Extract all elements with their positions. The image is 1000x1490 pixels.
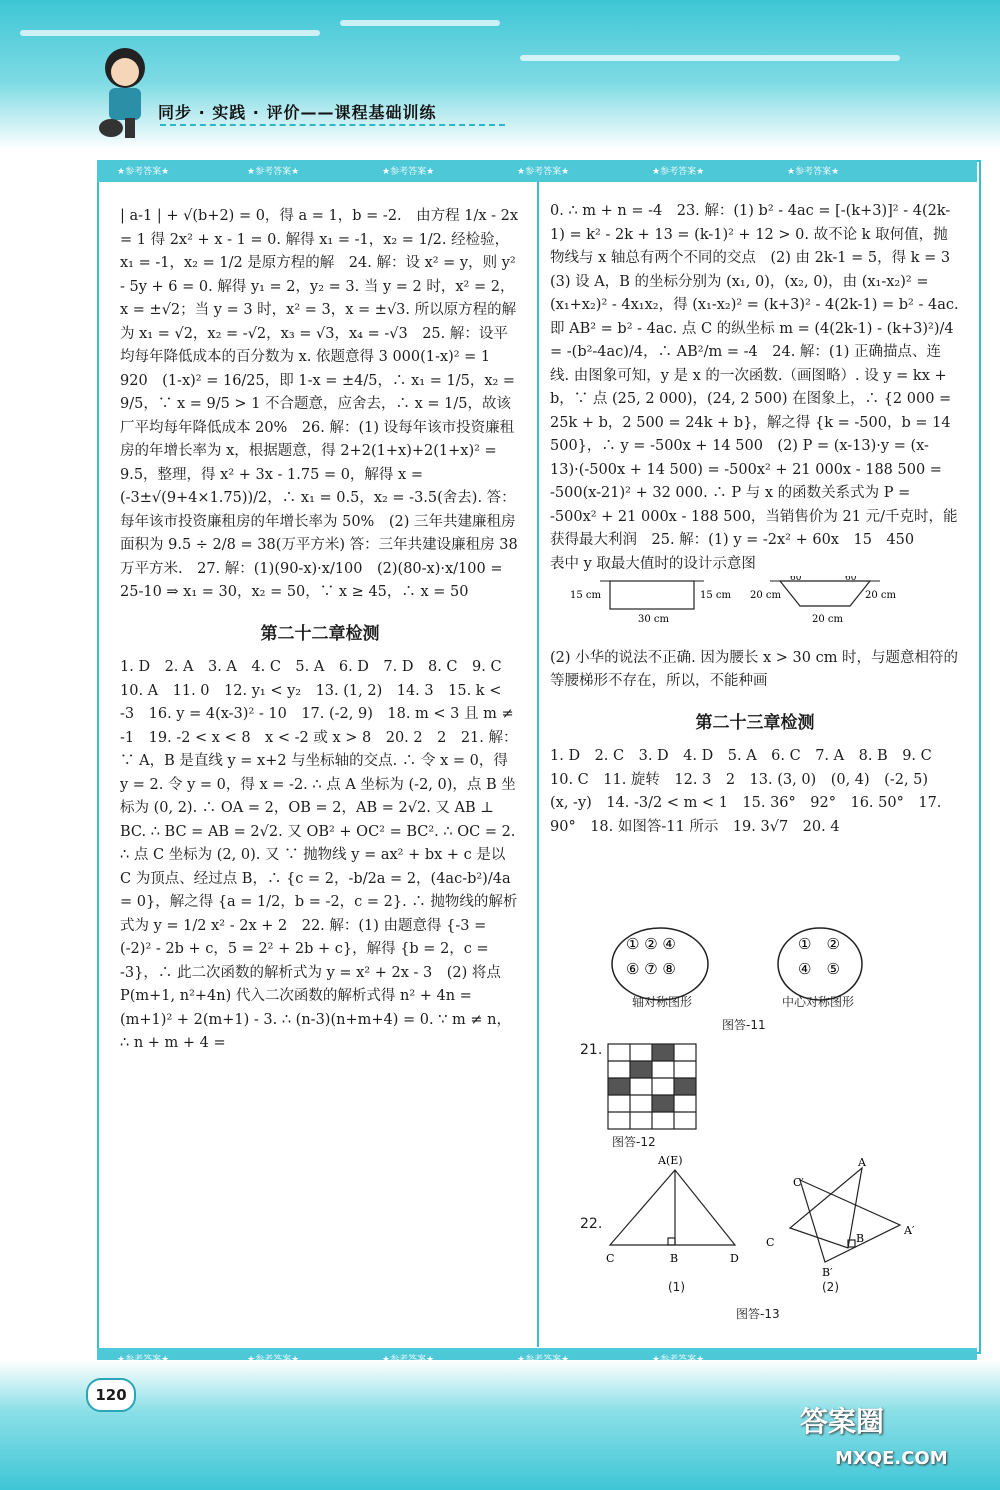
svg-text:① ② ④: ① ② ④ xyxy=(626,935,676,953)
fig13-number: 22. xyxy=(580,1216,603,1232)
fig11-caption: 图答-11 xyxy=(722,1018,766,1032)
trapezoid-design-figure xyxy=(550,576,960,638)
mascot-icon xyxy=(95,40,155,140)
fig12-number: 21. xyxy=(580,1042,603,1058)
svg-text:C: C xyxy=(766,1236,775,1249)
svg-text:④ ⑤: ④ ⑤ xyxy=(798,960,840,978)
svg-text:C′: C′ xyxy=(793,1176,804,1189)
answer-paragraph: 0. ∴ m + n = -4 23. 解：(1) b² - 4ac = [-(k+3)]² - 4(2k-1) = k² - 2k + 13 = (k-1)² + 12 > 0. 故不论 k 取何值，抛物线与 x 轴总有两个不同的交点 (2) 由 2k-1 = 5，得 k = 3 (3) 设 A，B 的坐标分别为 (x₁, 0)，(x₂, 0)，由 (x₁-x₂)² = (x₁+x₂)² - 4x₁x₂，得 (x₁-x₂)² = (k+3)² - 4(2k-1) = b² - 4ac. 即 AB² = b² - 4ac. 点 C 的纵坐标 m = (4(2k-1) - (k+3)²)/4 = -(b²-4ac)/4，∴ AB²/m = -4 24. 解：(1) 正确描点、连线. 由图象可知，y 是 x 的一次函数.（画图略）. 设 y = kx + b，∵ 点 (25, 2 000)，(24, 2 500) 在图象上，∴ {2 000 = 25k + b，2 500 = 24k + b}，解之得 {k = -500，b = 14 500}，∴ y = -500x + 14 500 (2) P = (x-13)·y = (x-13)·(-500x + 14 500) = -500x² + 21 000x - 188 500 = -500(x-21)² + 32 000. ∴ P 与 x 的函数关系式为 P = -500x² + 21 000x - 188 500，当销售价为 21 元/千克时，能获得最大利润 25. 解：(1) y = -2x² + 60x 15 450 xyxy=(550,203,965,548)
svg-text:30 cm: 30 cm xyxy=(638,614,669,625)
svg-text:B′: B′ xyxy=(822,1266,833,1279)
strip-label: ★参考答案★ xyxy=(652,167,705,177)
page-number: 120 xyxy=(86,1378,136,1412)
strip-label: ★参考答案★ xyxy=(517,167,570,177)
strip-label: ★参考答案★ xyxy=(382,167,435,177)
figure-12-grid xyxy=(606,1042,716,1130)
figure-caption: 表中 y 取最大值时的设计示意图 xyxy=(550,555,756,572)
strip-label: ★参考答案★ xyxy=(117,167,170,177)
fig13-sub2: (2) xyxy=(822,1280,839,1294)
right-column xyxy=(550,200,965,839)
title-underline xyxy=(160,124,505,126)
svg-text:15 cm: 15 cm xyxy=(570,590,601,601)
svg-text:20 cm: 20 cm xyxy=(865,590,896,601)
svg-text:60°: 60° xyxy=(845,576,861,583)
svg-text:A′: A′ xyxy=(904,1224,915,1237)
fig13-sub1: (1) xyxy=(668,1280,685,1294)
fig13-caption: 图答-13 xyxy=(736,1307,780,1321)
column-divider xyxy=(537,182,539,1347)
fig11-axis-label: 轴对称图形 xyxy=(632,995,693,1009)
chapter-22-heading: 第二十二章检测 xyxy=(260,623,380,644)
answer-paragraph: | a-1 | + √(b+2) = 0，得 a = 1，b = -2. 由方程 1/x - 2x = 1 得 2x² + x - 1 = 0. 解得 x₁ = -1，x₂ = 1/2. 经检验，x₁ = -1，x₂ = 1/2 是原方程的解 24. 解：设 x² = y，则 y² - 5y + 6 = 0. 解得 y₁ = 2，y₂ = 3. 当 y = 2 时，x² = 2，x = ±√2；当 y = 3 时，x² = 3，x = ±√3. 所以原方程的解为 x₁ = √2，x₂ = -√2，x₃ = √3，x₄ = -√3 25. 解：设平均每年降低成本的百分数为 x. 依题意得 3 000(1-x)² = 1 920 (1-x)² = 16/25，即 1-x = ±4/5，∴ x₁ = 1/5，x₂ = 9/5，∵ x = 9/5 > 1 不合题意，应舍去，∴ x = 1/5，故该厂平均每年降低成本 20% 26. 解：(1) 设每年该市投资廉租房的年增长率为 x，根据题意，得 2+2(1+x)+2(1+x)² = 9.5，整理，得 x² + 3x - 1.75 = 0，解得 x = (-3±√(9+4×1.75))/2，∴ x₁ = 0.5，x₂ = -3.5(舍去). 答：每年该市投资廉租房的年增长率为 50% (2) 三年共建廉租房面积为 9.5 ÷ 2/8 = 38(万平方米) 答：三年共建设廉租房 38 万平方米. 27. 解：(1)(90-x)·x/100 (2)(80-x)·x/100 = 25-10 ⇒ x₁ = 30，x₂ = 50，∵ x ≥ 45，∴ x = 50 xyxy=(120,208,519,600)
svg-text:60°: 60° xyxy=(790,576,806,583)
svg-text:B: B xyxy=(856,1232,865,1245)
figure-13-triangles xyxy=(600,1150,930,1290)
svg-text:① ②: ① ② xyxy=(798,935,840,953)
fig11-center-label: 中心对称图形 xyxy=(782,995,855,1009)
series-title: 同步 · 实践 · 评价——课程基础训练 xyxy=(158,103,437,122)
strip-label: ★参考答案★ xyxy=(247,167,300,177)
svg-text:A(E): A(E) xyxy=(658,1154,683,1167)
answer-paragraph: 1. D 2. C 3. D 4. D 5. A 6. C 7. A 8. B 9. C 10. C 11. 旋转 12. 3 2 13. (3, 0) (0, 4) (-2, 5) (x, -y) 14. -3/2 < m < 1 15. 36° 92° 16. 50° 17. 90° 18. 如图答-11 所示 19. 3√7 20. 4 xyxy=(550,748,947,835)
svg-text:20 cm: 20 cm xyxy=(812,614,843,625)
answer-paragraph: (2) 小华的说法不正确. 因为腰长 x > 30 cm 时，与题意相符的等腰梯形不存在，所以，不能种画 xyxy=(550,649,959,689)
left-column xyxy=(120,205,520,1056)
svg-text:C: C xyxy=(606,1252,615,1265)
svg-text:A: A xyxy=(858,1156,866,1169)
decor-streak xyxy=(340,20,500,26)
chapter-23-heading: 第二十三章检测 xyxy=(695,712,815,733)
fig12-caption: 图答-12 xyxy=(612,1135,656,1149)
decor-streak xyxy=(20,30,320,36)
figure-11-symmetric-shapes xyxy=(600,924,900,1029)
strip-label: ★参考答案★ xyxy=(787,167,840,177)
svg-text:15 cm: 15 cm xyxy=(700,590,731,601)
answer-paragraph: 1. D 2. A 3. A 4. C 5. A 6. D 7. D 8. C 9. C 10. A 11. 0 12. y₁ < y₂ 13. (1, 2) 14. 3 15. k < -3 16. y = 4(x-3)² - 10 17. (-2, 9) 18. m < 3 且 m ≠ -1 19. -2 < x < 8 x < -2 或 x > 8 20. 2 2 21. 解：∵ A，B 是直线 y = x+2 与坐标轴的交点. ∴ 令 x = 0，得 y = 2. 令 y = 0，得 x = -2. ∴ 点 A 坐标为 (-2, 0)，点 B 坐标为 (0, 2). ∴ OA = 2，OB = 2，AB = 2√2. 又 AB ⊥ BC. ∴ BC = AB = 2√2. 又 OB² + OC² = BC². ∴ OC = 2. ∴ 点 C 坐标为 (2, 0). 又 ∵ 抛物线 y = ax² + bx + c 是以 C 为顶点、经过点 B，∴ {c = 2，-b/2a = 2，(4ac-b²)/4a = 0}，解之得 {a = 1/2，b = -2，c = 2}. ∴ 抛物线的解析式为 y = 1/2 x² - 2x + 2 22. 解：(1) 由题意得 {-3 = (-2)² - 2b + c，5 = 2² + 2b + c}，解得 {b = 2，c = -3}，∴ 此二次函数的解析式为 y = x² + 2x - 3 (2) 将点 P(m+1, n²+4n) 代入二次函数的解析式得 n² + 4n = (m+1)² + 2(m+1) - 3. ∴ (n-3)(n+m+4) = 0. ∵ m ≠ n，∴ n + m + 4 = xyxy=(120,659,518,1051)
svg-text:D: D xyxy=(730,1252,739,1265)
svg-text:20 cm: 20 cm xyxy=(750,590,781,601)
svg-text:⑥ ⑦ ⑧: ⑥ ⑦ ⑧ xyxy=(626,960,676,978)
watermark-logo: 答案圈 xyxy=(800,1405,885,1438)
decor-streak xyxy=(520,55,900,61)
top-strip xyxy=(97,160,977,182)
svg-text:B: B xyxy=(670,1252,679,1265)
watermark-url: MXQE.COM xyxy=(835,1448,948,1469)
